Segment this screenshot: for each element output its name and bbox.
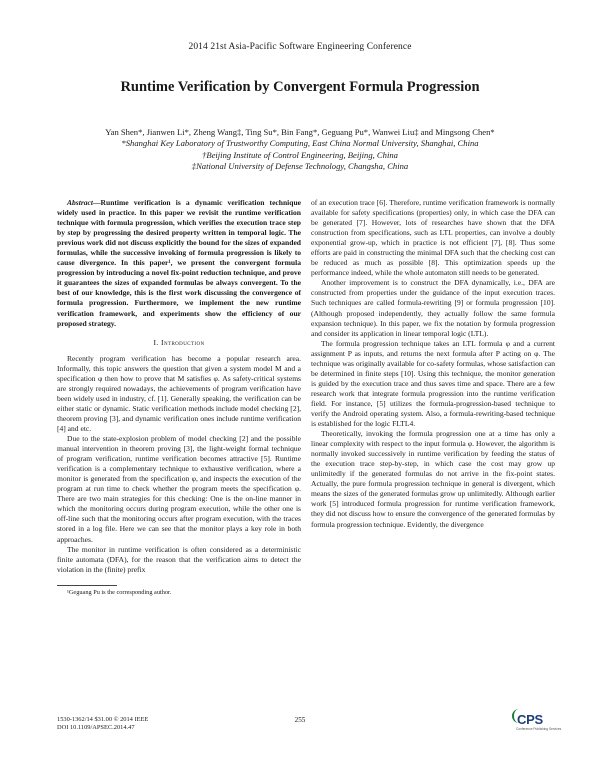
- section-title: Introduction: [161, 337, 205, 347]
- section-number: I.: [153, 337, 159, 347]
- abstract-text: —Runtime verification is a dynamic verification technique widely used in practice. In this paper we revisit the runtime verification technique with formula progression, which verifies the execution trace step by step by progressing the desired property written in temporal logic. The previous work did not discuss explicitly the bound for the sizes of expanded formulas, while the successive invoking of formula progression is likely to cause divergence. In this paper¹, we present the convergent formula progression by introducing a novel fix-point reduction technique, and prove it guarantees the sizes of expanded formulas be always convergent. To the best of our knowledge, this is the first work discussing the convergence of formula progression. Furthermore, we implement the new runtime verification framework, and experiments show the efficiency of our proposed strategy.: [57, 198, 301, 328]
- body-paragraph: The monitor in runtime verification is often considered as a deterministic finite automata (DFA), for the reason that the verification aims to detect the violation in the (finite) prefix: [57, 544, 301, 574]
- author-block: [30, 127, 570, 172]
- abstract: [57, 198, 301, 329]
- logo-text: CPS: [517, 712, 543, 727]
- footnote: ¹Geguang Pu is the corresponding author.: [67, 588, 172, 596]
- author-list: Yan Shen*, Jianwen Li*, Zheng Wang‡, Ting Su*, Bin Fang*, Geguang Pu*, Wanwei Liu‡ and Mingsong Chen*: [105, 127, 495, 137]
- body-paragraph: of an execution trace [6]. Therefore, runtime verification framework is normally available for safety specifications (properties) only, in which case the DFA can be generated [7]. However, lots of researches have shown that the DFA construction from specifications, such as LTL properties, can involve a doubly exponential grow-up, which in practice is not efficient [7], [8]. Thus some efforts are paid in constructing the minimal DFA such that the checking cost can be reduced as much as possible [8]. This optimization speeds up the performance indeed, while the whole automaton still needs to be generated.: [311, 198, 555, 278]
- body-paragraph: Theoretically, invoking the formula progression one at a time has only a linear complexity with respect to the input formula φ. However, the algorithm is normally invoked successively in runtime verification by feeding the status of the execution trace step-by-step, in which case the cost may grow up unlimitedly if the generated formulas do not arrive in the fix-point states. Actually, the pure formula progression technique in general is divergent, which means the sizes of the generated formulas grow up unlimitedly. Although earlier work [5] introduced formula progression for runtime verification framework, they did not discuss how to ensure the convergence of the generated formulas by formula progression technique. Evidently, the divergence: [311, 429, 555, 529]
- affiliation-3: ‡National University of Defense Technology, Changsha, China: [191, 160, 409, 171]
- paper-title: Runtime Verification by Convergent Formula Progression: [120, 79, 480, 95]
- affiliation-1: *Shanghai Key Laboratory of Trustworthy Computing, East China Normal University, Shanghai, China: [121, 138, 479, 149]
- cps-logo: [511, 709, 562, 735]
- affiliation-2: †Beijing Institute of Control Engineering, Beijing, China: [202, 149, 398, 160]
- body-paragraph: Recently program verification has become a popular research area. Informally, this topic answers the question that given a system model M and a specification φ then how to prove that M satisfies φ. As safety-critical systems are strongly required nowadays, the achievements of program verification have been widely used in industry, cf. [1]. Generally speaking, the verification can be either static or dynamic. Static verification methods include model checking [2], theorem proving [3], and dynamic verification ones include runtime verification [4] and etc.: [57, 353, 301, 433]
- conference-header: 2014 21st Asia-Pacific Software Engineering Conference: [188, 42, 412, 52]
- right-column: [311, 198, 555, 530]
- issn-line: 1530-1362/14 $31.00 © 2014 IEEE: [57, 716, 149, 723]
- left-column: [57, 198, 301, 597]
- body-paragraph: Due to the state-explosion problem of model checking [2] and the possible manual intervention in theorem proving [3], the light-weight formal technique of program verification, runtime verification becomes attractive [5]. Runtime verification is a complementary technique to exhaustive verification, where a monitor is generated from the specification φ, and inspects the execution of the program at run time to check whether the program meets the specification φ. There are two main strategies for this checking: One is the on-line manner in which the monitoring occurs during program execution, while the other one is off-line such that the monitoring occurs after program execution, with the traces stored in a log file. Here we can see that the monitor plays a key role in both approaches.: [57, 434, 301, 544]
- footnote-rule: [57, 585, 117, 586]
- section-heading: [57, 338, 301, 348]
- page-number: 255: [294, 716, 306, 724]
- abstract-lead: Abstract: [67, 198, 93, 207]
- body-paragraph: Another improvement is to construct the DFA dynamically, i.e., DFA are constructed from properties under the guidance of the input execution traces. Such techniques are called formula-rewriting [9] or formula progression [10]. (Although proposed independently, they actually follow the same formula expansion technique). In this paper, we fix the notation by formula progression and consider its application in linear temporal logic (LTL).: [311, 278, 555, 338]
- doi-line: DOI 10.1109/APSEC.2014.47: [57, 724, 135, 732]
- body-paragraph: The formula progression technique takes an LTL formula φ and a current assignment P as inputs, and returns the next formula after P acting on φ. The technique was originally available for co-safety formulas, whose satisfaction can be determined in finite steps [10]. Using this technique, the monitor generation is guided by the execution trace and thus saves time and space. There are a few research work that integrate formula progression into the runtime verification field. For instance, [5] utilizes the formula-progression-based technique to verify the Android operating system. Also, a formula-rewriting-based technique is established for the logic FLTL4.: [311, 338, 555, 429]
- logo-tagline: Conference Publishing Services: [516, 727, 562, 731]
